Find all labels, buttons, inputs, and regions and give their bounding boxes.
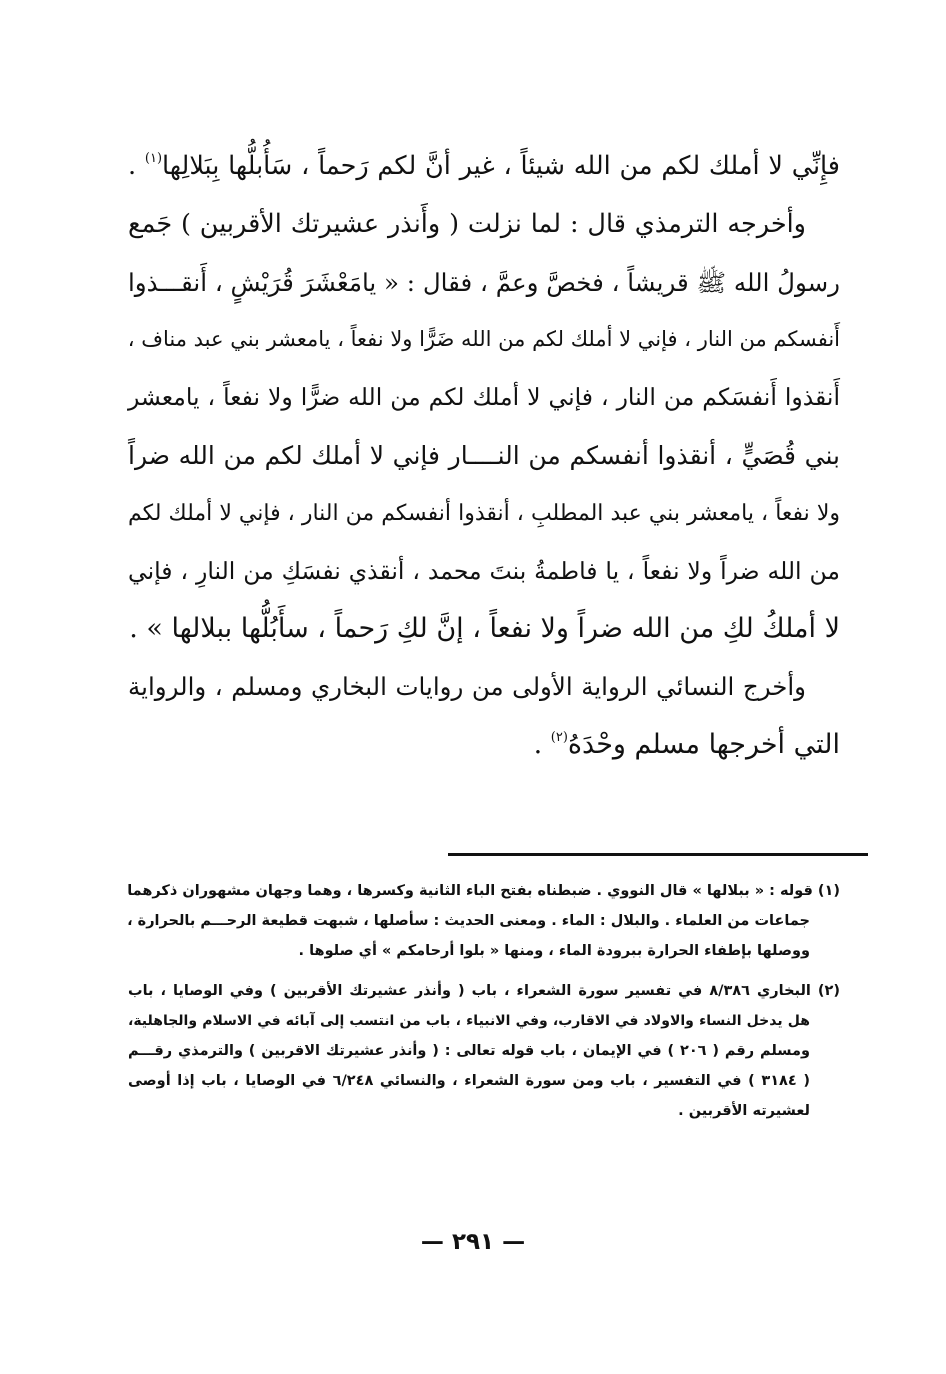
body-line-2: وأخرجه الترمذي قال : لما نزلت ( وأَنذر عشيرتك الأقربين ) جَمع	[128, 208, 806, 239]
main-body-text	[128, 138, 840, 774]
body-line-3: رسولُ الله ﷺ قريشاً ، فخصَّ وعمَّ ، فقال : « يامَعْشَرَ قُرَيْشٍ ، أَنقـــذوا	[128, 267, 840, 297]
footnote-2-line-5: لعشيرته الأقربين .	[678, 1103, 810, 1119]
body-line-7: ولا نفعاً ، يامعشر بني عبد المطلبِ ، أنقذوا أنفسكم من النار ، فإني لا أملك لكم	[128, 500, 840, 526]
footnote-1-line-1: (١) قوله : « ببلالها » قال النووي . ضبطناه بفتح الباء الثانية وكسرها ، وهما وجهان مشهوران ذكرهما	[127, 883, 840, 899]
body-line-6: بني قُصَيٍّ ، أنقذوا أنفسكم من النــــار فإني لا أملك لكم من الله ضراً	[128, 440, 840, 470]
body-line-9: لا أملكُ لكِ من الله ضراً ولا نفعاً ، إنَّ لكِ رَحماً ، سأَبُلُّها ببلالها » .	[129, 613, 840, 645]
footnote-2-line-2: هل يدخل النساء والاولاد في الاقارب، وفي الانبياء ، باب من انتسب إلى آبائه في الاسلام والجاهلية،	[128, 1013, 810, 1029]
body-line-10: وأخرج النسائي الرواية الأولى من روايات البخاري ومسلم ، والرواية	[128, 672, 806, 702]
footnote-2-line-1: (٢) البخاري ٨/٣٨٦ في تفسير سورة الشعراء ، باب ( وأنذر عشيرتك الأقربين ) وفي الوصايا ، باب	[128, 983, 840, 999]
footnote-divider	[448, 853, 868, 856]
body-line-4: أَنفسكم من النار ، فإني لا أملك لكم من الله ضَرًّا ولا نفعاً ، يامعشر بني عبد مناف ،	[127, 327, 840, 352]
body-line-5: أَنقذوا أَنفسَكم من النار ، فإني لا أملك لكم من الله ضرًّا ولا نفعاً ، يامعشر	[128, 383, 840, 412]
page-number: — ٢٩١ —	[420, 1229, 526, 1255]
body-line-1	[128, 138, 840, 196]
footnote-1-line-2: جماعات من العلماء . والبلال : الماء . ومعنى الحديث : سأصلها ، شبهت قطيعة الرحـــم بالحرارة ،	[127, 913, 810, 929]
body-line-11-end: .	[533, 728, 551, 760]
footnote-ref-2: (٢)	[550, 729, 568, 745]
body-line-8: من الله ضراً ولا نفعاً ، يا فاطمةُ بنتَ محمد ، أنقذي نفسَكِ من النارِ ، فإني	[128, 556, 840, 585]
body-line-11-text: التي أخرجها مسلم وحْدَهُ	[567, 728, 840, 760]
footnote-2-line-3: ومسلم رقم ( ٢٠٦ ) في الإيمان ، باب قوله تعالى : ( وأنذر عشيرتك الاقربين ) والترمذي رقـــم	[128, 1043, 810, 1059]
footnote-ref-1: (١)	[144, 151, 163, 166]
body-line-1-text: فإِنِّي لا أملك لكم من الله شيئاً ، غير أنَّ لكم رَحماً ، سَأُبلُّها بِبَلالِها	[162, 151, 840, 181]
footnote-2	[128, 976, 840, 1126]
body-line-1-end: .	[128, 151, 145, 181]
footnote-1-line-3: ووصلها بإطفاء الحرارة ببرودة الماء ، ومنها « بلوا أرحامكم » أي صلوها .	[298, 943, 810, 959]
footnote-2-line-4: ( ٣١٨٤ ) في التفسير ، باب ومن سورة الشعراء ، والنسائي ٦/٢٤٨ في الوصايا ، باب إذا أوصى	[128, 1073, 810, 1089]
footnotes-section	[128, 876, 840, 1126]
footnote-1	[128, 876, 840, 966]
body-line-11	[128, 716, 840, 774]
